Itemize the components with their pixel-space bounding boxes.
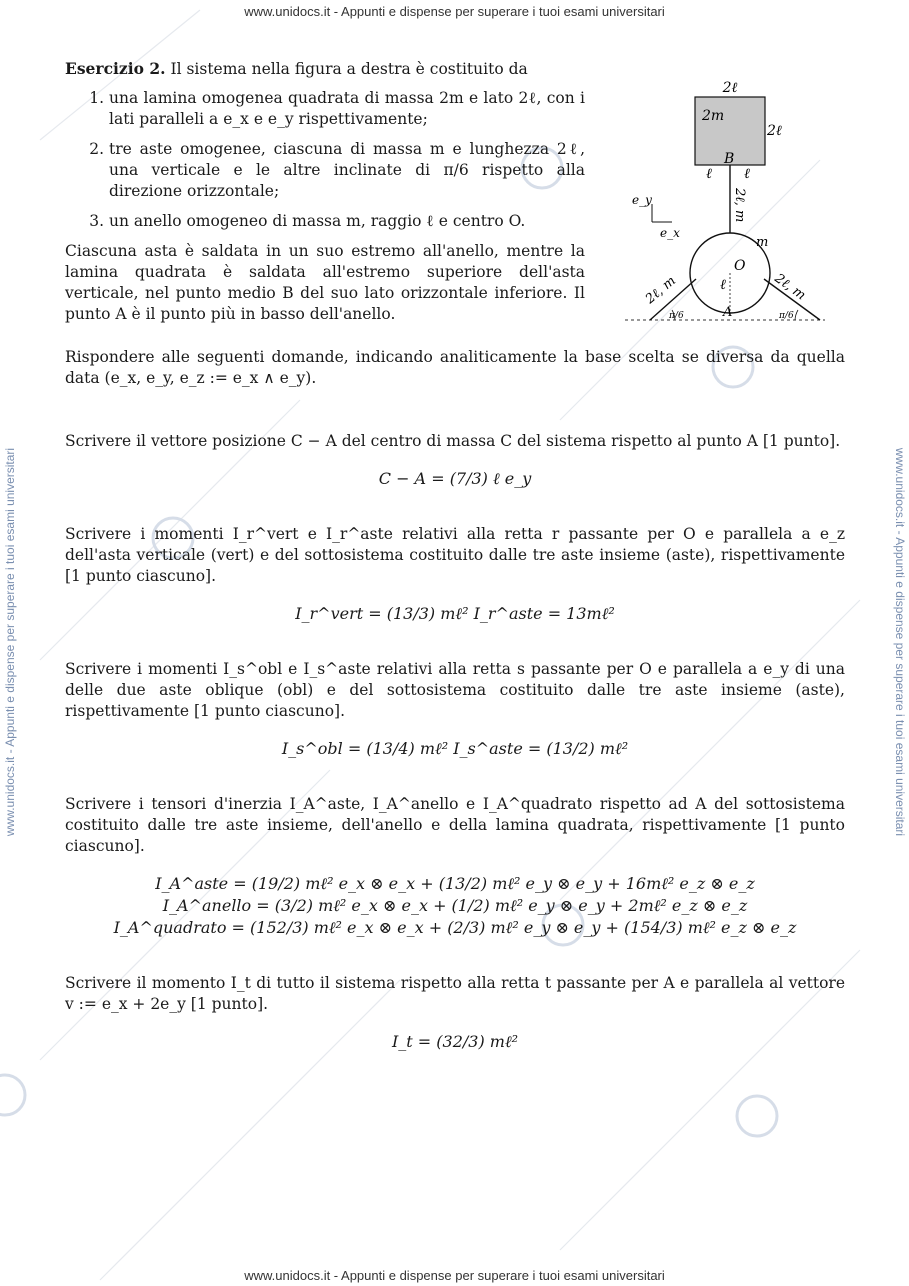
plate-mass-label: 2m [702, 108, 725, 124]
component-list [65, 88, 585, 232]
radius-label: ℓ [720, 277, 726, 293]
list-item: 2. tre aste omogenee, ciascuna di massa m e lunghezza 2ℓ, una verticale e le altre inclinate di π/6 rispetto alla direzione orizzontale; [109, 139, 585, 202]
question-text: Scrivere il vettore posizione C − A del centro di massa C del sistema rispetto al punto A [1 punto]. [65, 432, 841, 450]
question-5 [65, 973, 845, 1053]
question-text: Scrivere i momenti I_s^obl e I_s^aste relativi alla retta s passante per O e parallela a e_y di una delle due aste oblique (obl) e del sottosistema costituito dalle tre aste insieme (aste), rispettivamente [1 punto ciascuno]. [65, 660, 845, 720]
question-text: Scrivere i momenti I_r^vert e I_r^aste relativi alla retta r passante per O e parallela a e_z dell'asta verticale (vert) e del sottosistema costituito dalle tre aste insieme (aste), rispettivamente [1 punto ciascuno]. [65, 525, 845, 585]
right-rod-label: 2ℓ, m [771, 271, 809, 304]
system-figure [620, 80, 830, 340]
right-angle-label: π/6 [779, 311, 794, 321]
answer-line: I_r^vert = (13/3) mℓ² I_r^aste = 13mℓ² [295, 604, 615, 623]
answer [65, 1031, 845, 1053]
answer [65, 468, 845, 490]
question-text: Scrivere il momento I_t di tutto il sistema rispetto alla retta t passante per A e parallela al vettore v := e_x + 2e_y [1 punto]. [65, 974, 845, 1013]
watermark-left: www.unidocs.it - Appunti e dispense per superare i tuoi esami universitari [3, 447, 17, 837]
answer [65, 603, 845, 625]
list-item: 3. un anello omogeneo di massa m, raggio ℓ e centro O. [109, 211, 585, 232]
left-angle-label: π/6 [669, 311, 684, 321]
list-item: 1. una lamina omogenea quadrata di massa 2m e lato 2ℓ, con i lati paralleli a e_x e e_y rispettivamente; [109, 88, 585, 130]
ring-mass-label: m [756, 235, 769, 250]
exercise-description: Ciascuna asta è saldata in un suo estremo all'anello, mentre la lamina quadrata è saldata all'estremo superiore dell'asta verticale, nel punto medio B del suo lato orizzontale inferiore. Il punto A è il punto più in basso dell'anello. [65, 242, 585, 323]
answer-line: I_s^obl = (13/4) mℓ² I_s^aste = (13/2) mℓ² [281, 739, 629, 758]
exercise-intro [65, 58, 585, 325]
answer-line: C − A = (7/3) ℓ e_y [378, 469, 532, 488]
ey-label: e_y [632, 193, 652, 207]
answer [65, 873, 845, 939]
angle-arc-right [795, 310, 798, 320]
instructions: Rispondere alle seguenti domande, indicando analiticamente la base scelta se diversa da quella data (e_x, e_y, e_z := e_x ∧ e_y). [65, 348, 845, 387]
answer-line: I_t = (32/3) mℓ² [391, 1032, 519, 1051]
answer-line: I_A^aste = (19/2) mℓ² e_x ⊗ e_x + (13/2) mℓ² e_y ⊗ e_y + 16mℓ² e_z ⊗ e_z [155, 874, 755, 893]
point-a-label: A [723, 305, 733, 320]
question-2 [65, 524, 845, 625]
exercise-title: Esercizio 2. [65, 59, 166, 78]
point-b-label: B [724, 151, 735, 167]
watermark-top: www.unidocs.it - Appunti e dispense per superare i tuoi esami universitari [244, 4, 665, 19]
question-3 [65, 659, 845, 760]
watermark-bottom: www.unidocs.it - Appunti e dispense per superare i tuoi esami universitari [244, 1268, 665, 1283]
exercise-intro-text: Il sistema nella figura a destra è costituito da [170, 60, 528, 78]
vertical-rod-label: 2ℓ, m [732, 188, 747, 223]
answer-line: I_A^quadrato = (152/3) mℓ² e_x ⊗ e_x + (2/3) mℓ² e_y ⊗ e_y + (154/3) mℓ² e_z ⊗ e_z [113, 918, 797, 937]
left-rod-label: 2ℓ, m [642, 273, 679, 308]
question-1 [65, 431, 845, 490]
ex-label: e_x [660, 226, 680, 240]
question-text: Scrivere i tensori d'inerzia I_A^aste, I_A^anello e I_A^quadrato rispetto ad A del sottosistema costituito dalle tre aste insieme, dell'anello e della lamina quadrata, rispettivamente [1 punto ciascuno]. [65, 795, 845, 855]
center-o-label: O [734, 258, 746, 274]
half-side-left-label: ℓ [706, 166, 712, 182]
half-side-right-label: ℓ [744, 166, 750, 182]
watermark-right: www.unidocs.it - Appunti e dispense per superare i tuoi esami universitari [893, 447, 907, 837]
answer [65, 738, 845, 760]
plate-top-label: 2ℓ [722, 80, 738, 96]
question-4 [65, 794, 845, 939]
plate-side-label: 2ℓ [767, 123, 782, 139]
answer-line: I_A^anello = (3/2) mℓ² e_x ⊗ e_x + (1/2) mℓ² e_y ⊗ e_y + 2mℓ² e_z ⊗ e_z [162, 896, 748, 915]
